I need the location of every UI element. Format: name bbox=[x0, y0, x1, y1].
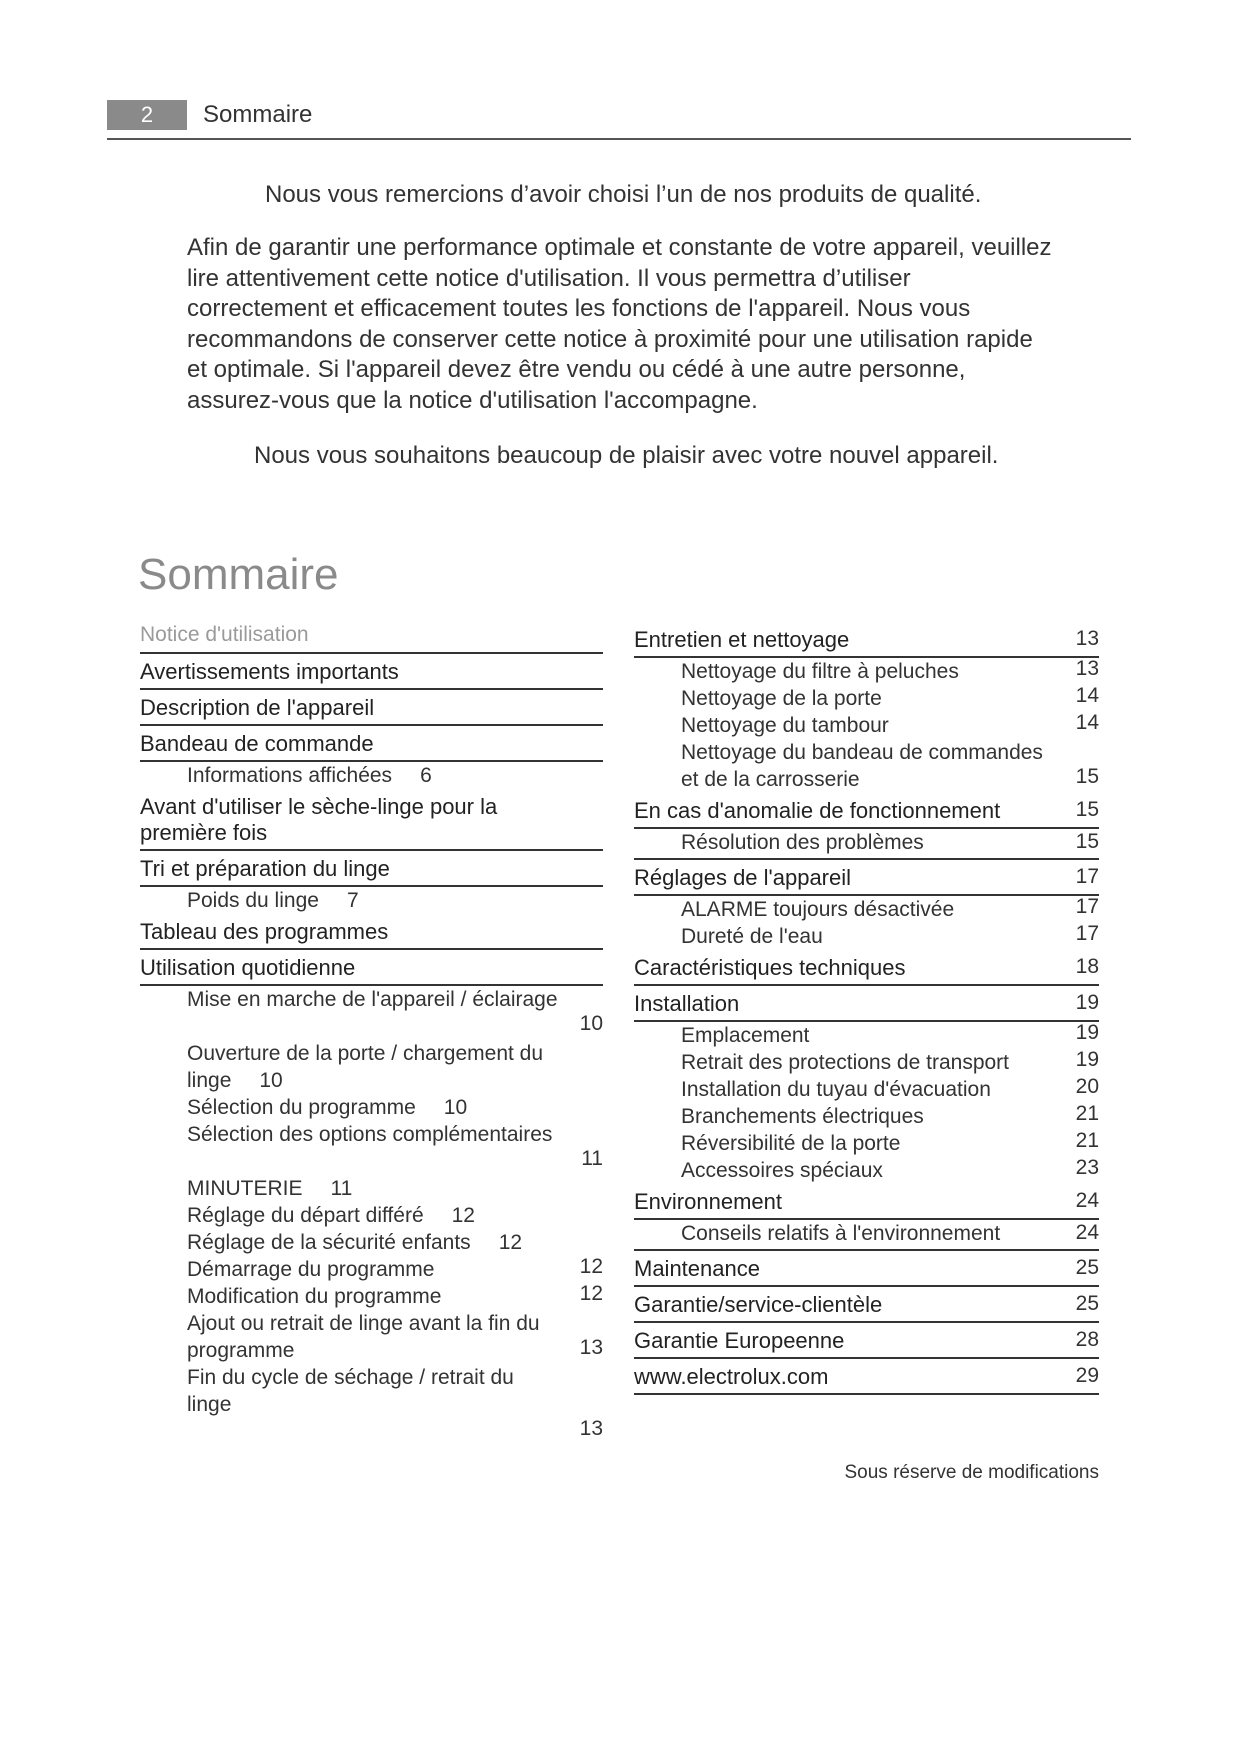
toc-subentry[interactable]: Mise en marche de l'appareil / éclairage 10 bbox=[187, 988, 603, 1035]
toc-subentry[interactable]: Installation du tuyau d'évacuation 20 bbox=[681, 1075, 1099, 1101]
toc-subentry[interactable]: Réglage du départ différé 12 bbox=[187, 1204, 475, 1227]
toc-subentry[interactable]: Poids du linge 7 bbox=[187, 889, 359, 912]
toc-subentry[interactable]: Informations affichées 6 bbox=[187, 764, 432, 787]
toc-heading: Notice d'utilisation bbox=[140, 622, 603, 654]
footer-note: Sous réserve de modifications bbox=[844, 1462, 1099, 1483]
toc-section[interactable]: Description de l'appareil bbox=[140, 690, 603, 726]
toc-section[interactable]: En cas d'anomalie de fonctionnement 15 bbox=[634, 793, 1099, 829]
toc-section[interactable]: www.electrolux.com 29 bbox=[634, 1359, 1099, 1395]
toc-subentry[interactable]: Démarrage du programme 12 bbox=[187, 1255, 603, 1281]
toc-section[interactable]: Garantie/service-clientèle 25 bbox=[634, 1287, 1099, 1323]
intro-thanks: Nous vous remercions d’avoir choisi l’un de nos produits de qualité. bbox=[265, 181, 982, 208]
toc-section[interactable]: Avertissements importants bbox=[140, 654, 603, 690]
toc-subentry[interactable]: Ouverture de la porte / chargement du linge 10 bbox=[187, 1042, 544, 1092]
toc-section[interactable]: Garantie Europeenne 28 bbox=[634, 1323, 1099, 1359]
toc-right-column bbox=[634, 622, 1099, 1395]
toc-section[interactable]: Environnement 24 bbox=[634, 1184, 1099, 1220]
header-title: Sommaire bbox=[203, 101, 313, 128]
toc-subentry[interactable]: Nettoyage de la porte 14 bbox=[681, 684, 1099, 710]
toc-subentry[interactable]: Conseils relatifs à l'environnement 24 bbox=[634, 1220, 1099, 1251]
toc-title: Sommaire bbox=[138, 550, 339, 599]
page-number: 2 bbox=[107, 100, 187, 130]
toc-subentry[interactable]: Ajout ou retrait de linge avant la fin du programme 13 bbox=[187, 1312, 603, 1362]
toc-subentry[interactable]: Nettoyage du filtre à peluches 13 bbox=[681, 657, 1099, 683]
toc-subentry[interactable]: Sélection des options complémentaires 11 bbox=[187, 1123, 603, 1170]
toc-section[interactable]: Tri et préparation du linge bbox=[140, 851, 603, 887]
toc-subentry[interactable]: ALARME toujours désactivée 17 bbox=[681, 895, 1099, 921]
toc-section[interactable]: Tableau des programmes bbox=[140, 914, 603, 950]
toc-subentry[interactable]: Dureté de l'eau 17 bbox=[681, 922, 1099, 948]
toc-subentry[interactable]: Modification du programme 12 bbox=[187, 1282, 603, 1308]
intro-paragraph: Afin de garantir une performance optimale et constante de votre appareil, veuillez lire attentivement cette notice d'utilisation. Il vous permettra d’utiliser correctement et efficacement toutes les fonctions de l'appareil. Nous vous recommandons de conserver cette notice à proximité pour une utilisation rapide et optimale. Si l'appareil devez être vendu ou cédé à une autre personne, assurez-vous que la notice d'utilisation l'accompagne. bbox=[187, 234, 1052, 414]
toc-section[interactable]: Bandeau de commande bbox=[140, 726, 603, 762]
toc-section[interactable]: Avant d'utiliser le sèche-linge pour la première fois bbox=[140, 789, 603, 851]
toc-subentry[interactable]: Nettoyage du tambour 14 bbox=[681, 711, 1099, 737]
toc-section[interactable]: Installation 19 bbox=[634, 986, 1099, 1022]
toc-section[interactable]: Réglages de l'appareil 17 bbox=[634, 860, 1099, 896]
toc-section[interactable]: Utilisation quotidienne bbox=[140, 950, 603, 986]
toc-subentry[interactable]: Retrait des protections de transport 19 bbox=[681, 1048, 1099, 1074]
toc-subentry[interactable]: MINUTERIE 11 bbox=[187, 1177, 353, 1200]
toc-subentry[interactable]: Réglage de la sécurité enfants 12 bbox=[187, 1231, 523, 1254]
toc-subentry[interactable]: Branchements électriques 21 bbox=[681, 1102, 1099, 1128]
toc-subentry[interactable]: Emplacement 19 bbox=[681, 1021, 1099, 1047]
toc-subentry[interactable]: Accessoires spéciaux 23 bbox=[681, 1156, 1099, 1182]
toc-left-column bbox=[140, 622, 603, 1445]
toc-subentry[interactable]: Résolution des problèmes 15 bbox=[634, 829, 1099, 860]
intro-wishes: Nous vous souhaitons beaucoup de plaisir avec votre nouvel appareil. bbox=[254, 442, 999, 469]
toc-subentry[interactable]: Nettoyage du bandeau de commandes et de la carrosserie 15 bbox=[681, 741, 1099, 791]
toc-subentry[interactable]: Fin du cycle de séchage / retrait du linge 13 bbox=[187, 1366, 603, 1440]
toc-section[interactable]: Caractéristiques techniques 18 bbox=[634, 950, 1099, 986]
toc-subentry[interactable]: Sélection du programme 10 bbox=[187, 1096, 468, 1119]
toc-section[interactable]: Maintenance 25 bbox=[634, 1251, 1099, 1287]
toc-subentry[interactable]: Réversibilité de la porte 21 bbox=[681, 1129, 1099, 1155]
page-header bbox=[107, 100, 1131, 140]
toc-section[interactable]: Entretien et nettoyage 13 bbox=[634, 622, 1099, 658]
